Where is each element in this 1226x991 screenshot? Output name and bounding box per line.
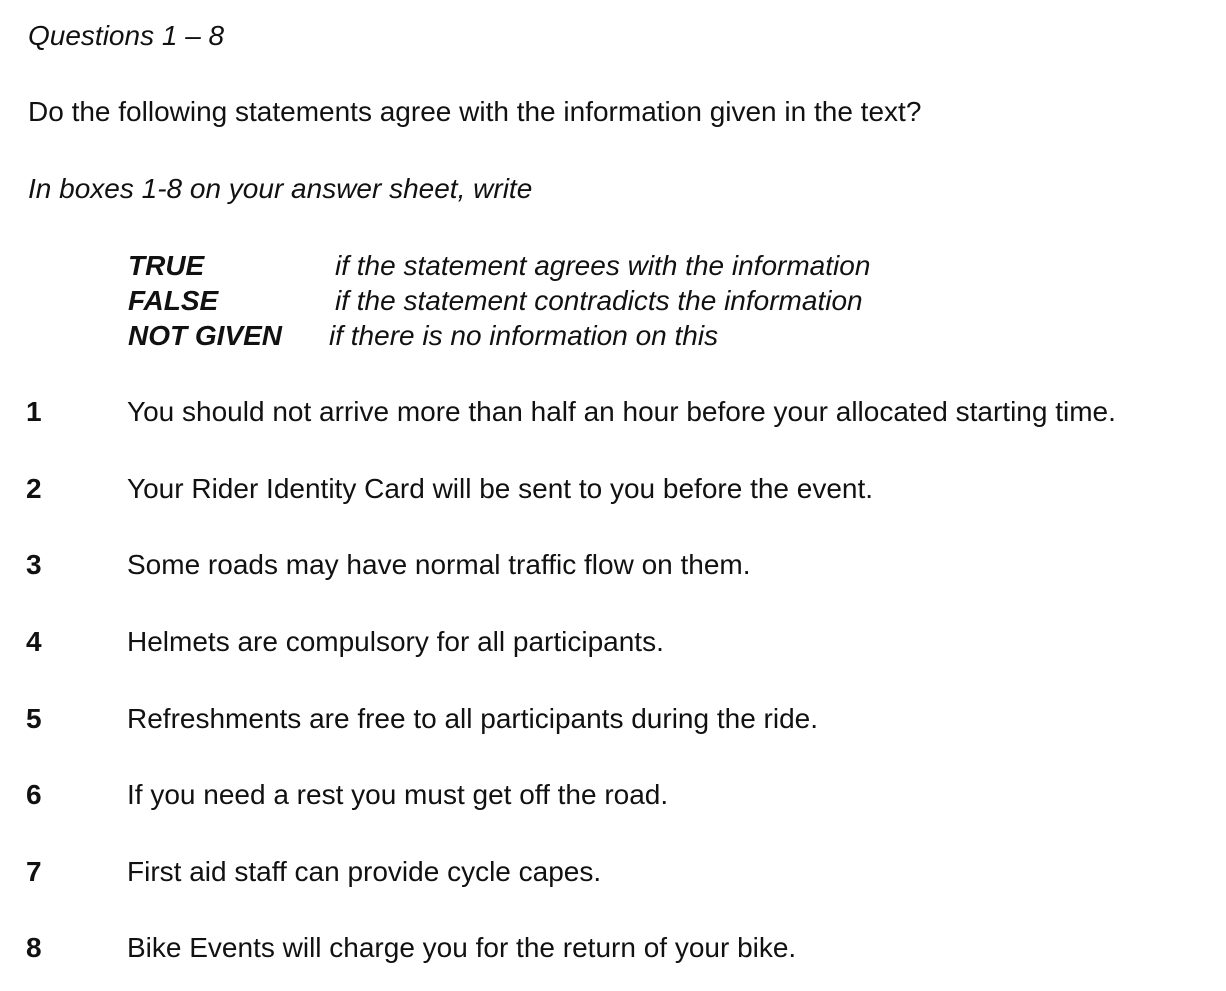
page-title: Questions 1 – 8	[28, 20, 225, 51]
question-text: Refreshments are free to all participants during the ride.	[127, 703, 819, 734]
question-text: If you need a rest you must get off the road.	[127, 779, 669, 810]
question-number: 7	[26, 856, 42, 887]
key-desc-true: if the statement agrees with the information	[335, 250, 871, 281]
question-number: 2	[26, 473, 42, 504]
question-text: Bike Events will charge you for the return of your bike.	[127, 932, 797, 963]
key-term-not-given: NOT GIVEN	[128, 320, 283, 351]
key-term-true: TRUE	[128, 250, 205, 281]
key-desc-not-given: if there is no information on this	[329, 320, 719, 351]
question-number: 3	[26, 549, 42, 580]
question-number: 6	[26, 779, 42, 810]
question-number: 4	[26, 626, 42, 657]
question-text: You should not arrive more than half an hour before your allocated starting time.	[127, 396, 1116, 427]
key-desc-false: if the statement contradicts the information	[335, 285, 863, 316]
question-number: 1	[26, 396, 42, 427]
question-number: 8	[26, 932, 42, 963]
instruction-text: Do the following statements agree with the information given in the text?	[28, 96, 922, 127]
question-number: 5	[26, 703, 42, 734]
question-text: First aid staff can provide cycle capes.	[127, 856, 602, 887]
question-text: Some roads may have normal traffic flow on them.	[127, 549, 751, 580]
question-text: Helmets are compulsory for all participants.	[127, 626, 664, 657]
key-term-false: FALSE	[128, 285, 219, 316]
answer-sheet-instruction: In boxes 1-8 on your answer sheet, write	[28, 173, 533, 204]
question-text: Your Rider Identity Card will be sent to you before the event.	[127, 473, 874, 504]
